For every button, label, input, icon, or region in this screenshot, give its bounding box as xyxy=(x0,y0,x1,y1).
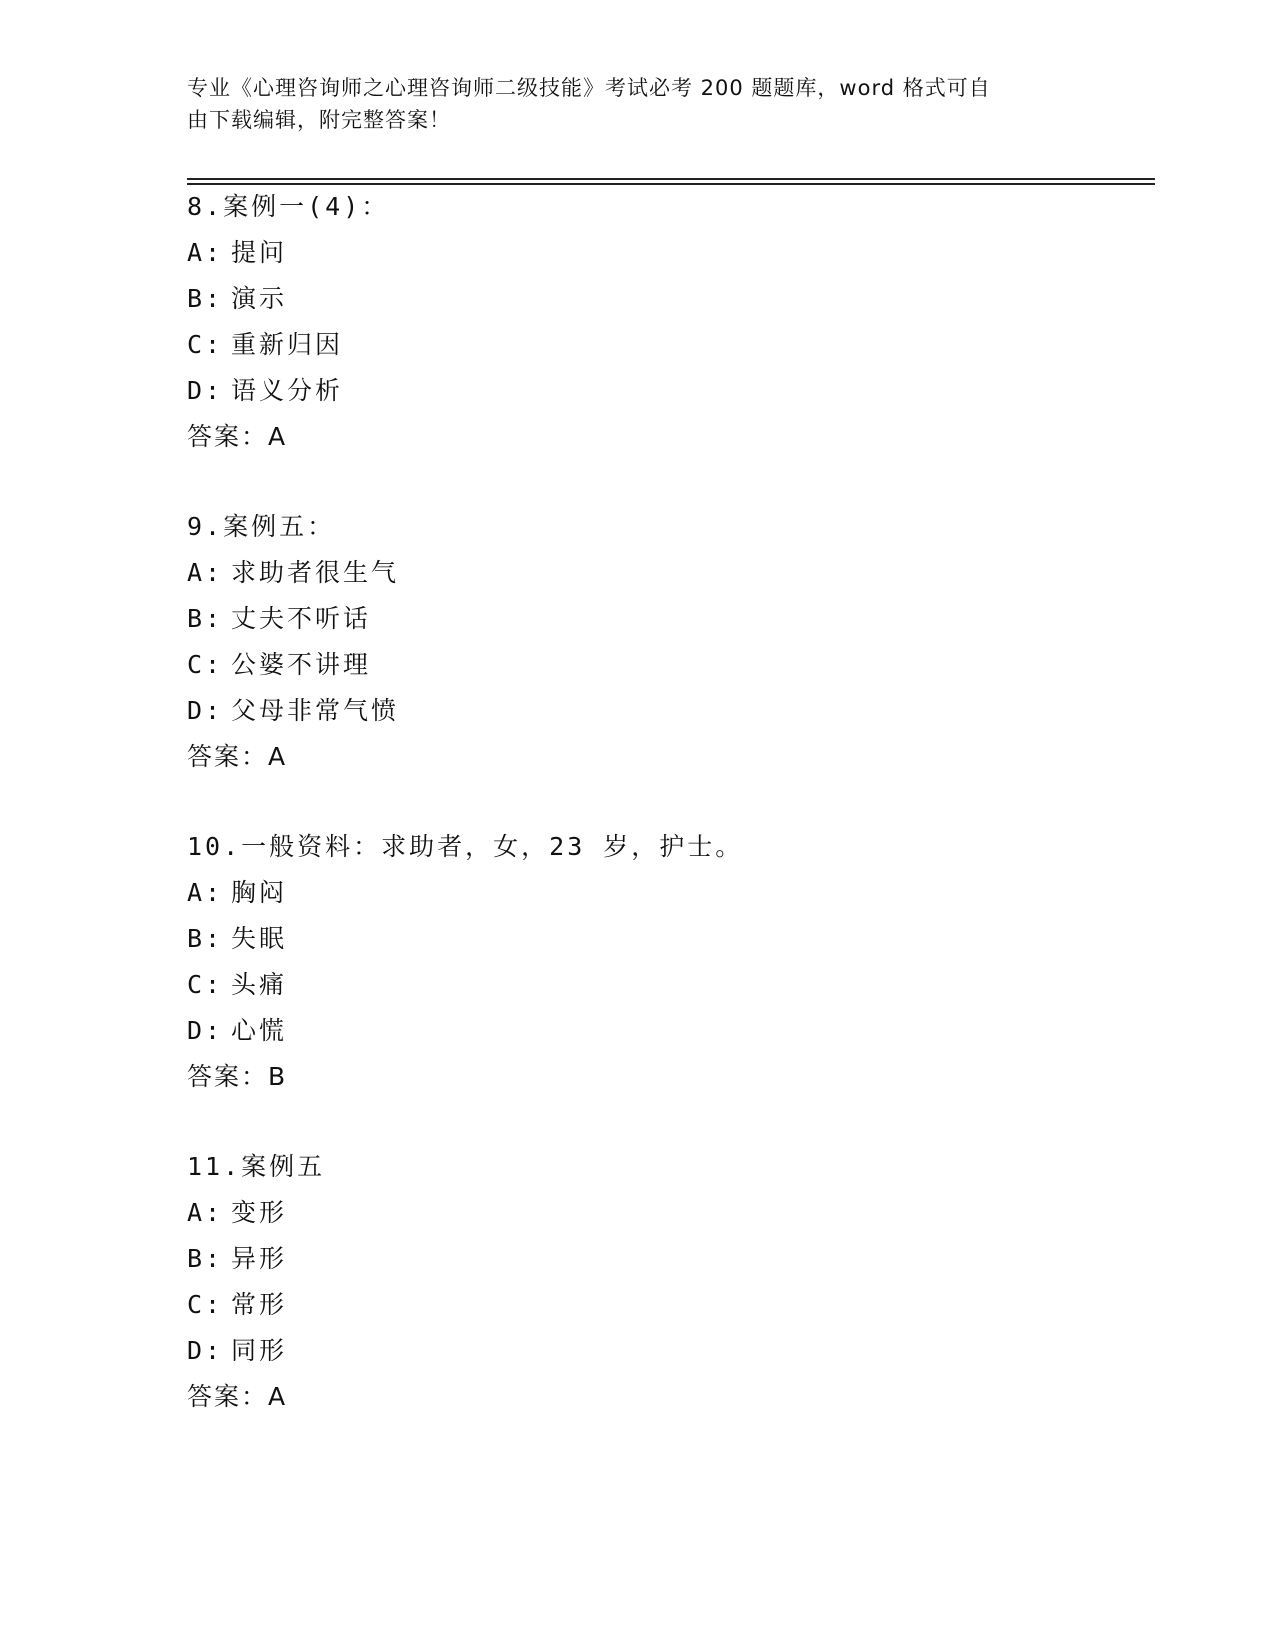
question-title: 8.案例一(4)： xyxy=(187,192,390,221)
option-d: D: 心慌 xyxy=(187,1016,288,1045)
option-b: B: 失眠 xyxy=(187,924,288,953)
question-title: 9.案例五： xyxy=(187,512,336,541)
option-a: A: 胸闷 xyxy=(187,878,288,907)
option-a: A: 求助者很生气 xyxy=(187,558,400,587)
question-9 xyxy=(187,504,1147,780)
option-c: C: 重新归因 xyxy=(187,330,344,359)
option-b: B: 演示 xyxy=(187,284,288,313)
answer: 答案：A xyxy=(187,1382,288,1411)
answer: 答案：A xyxy=(187,742,288,771)
option-c: C: 常形 xyxy=(187,1290,288,1319)
document-header xyxy=(187,72,1087,136)
answer: 答案：B xyxy=(187,1062,288,1091)
question-10 xyxy=(187,824,1147,1100)
answer: 答案：A xyxy=(187,422,288,451)
option-c: C: 头痛 xyxy=(187,970,288,999)
option-c: C: 公婆不讲理 xyxy=(187,650,372,679)
question-title: 11.案例五 xyxy=(187,1152,326,1181)
question-title: 10.一般资料：求助者，女，23 岁，护士。 xyxy=(187,832,744,861)
option-b: B: 异形 xyxy=(187,1244,288,1273)
option-b: B: 丈夫不听话 xyxy=(187,604,372,633)
option-a: A: 变形 xyxy=(187,1198,288,1227)
header-line-2: 由下载编辑，附完整答案！ xyxy=(187,108,451,132)
option-d: D: 同形 xyxy=(187,1336,288,1365)
question-11 xyxy=(187,1144,1147,1420)
option-d: D: 语义分析 xyxy=(187,376,344,405)
option-a: A: 提问 xyxy=(187,238,288,267)
header-divider-top xyxy=(187,178,1155,180)
option-d: D: 父母非常气愤 xyxy=(187,696,400,725)
header-line-1: 专业《心理咨询师之心理咨询师二级技能》考试必考 200 题题库，word 格式可自 xyxy=(187,76,991,100)
question-8 xyxy=(187,184,1147,460)
